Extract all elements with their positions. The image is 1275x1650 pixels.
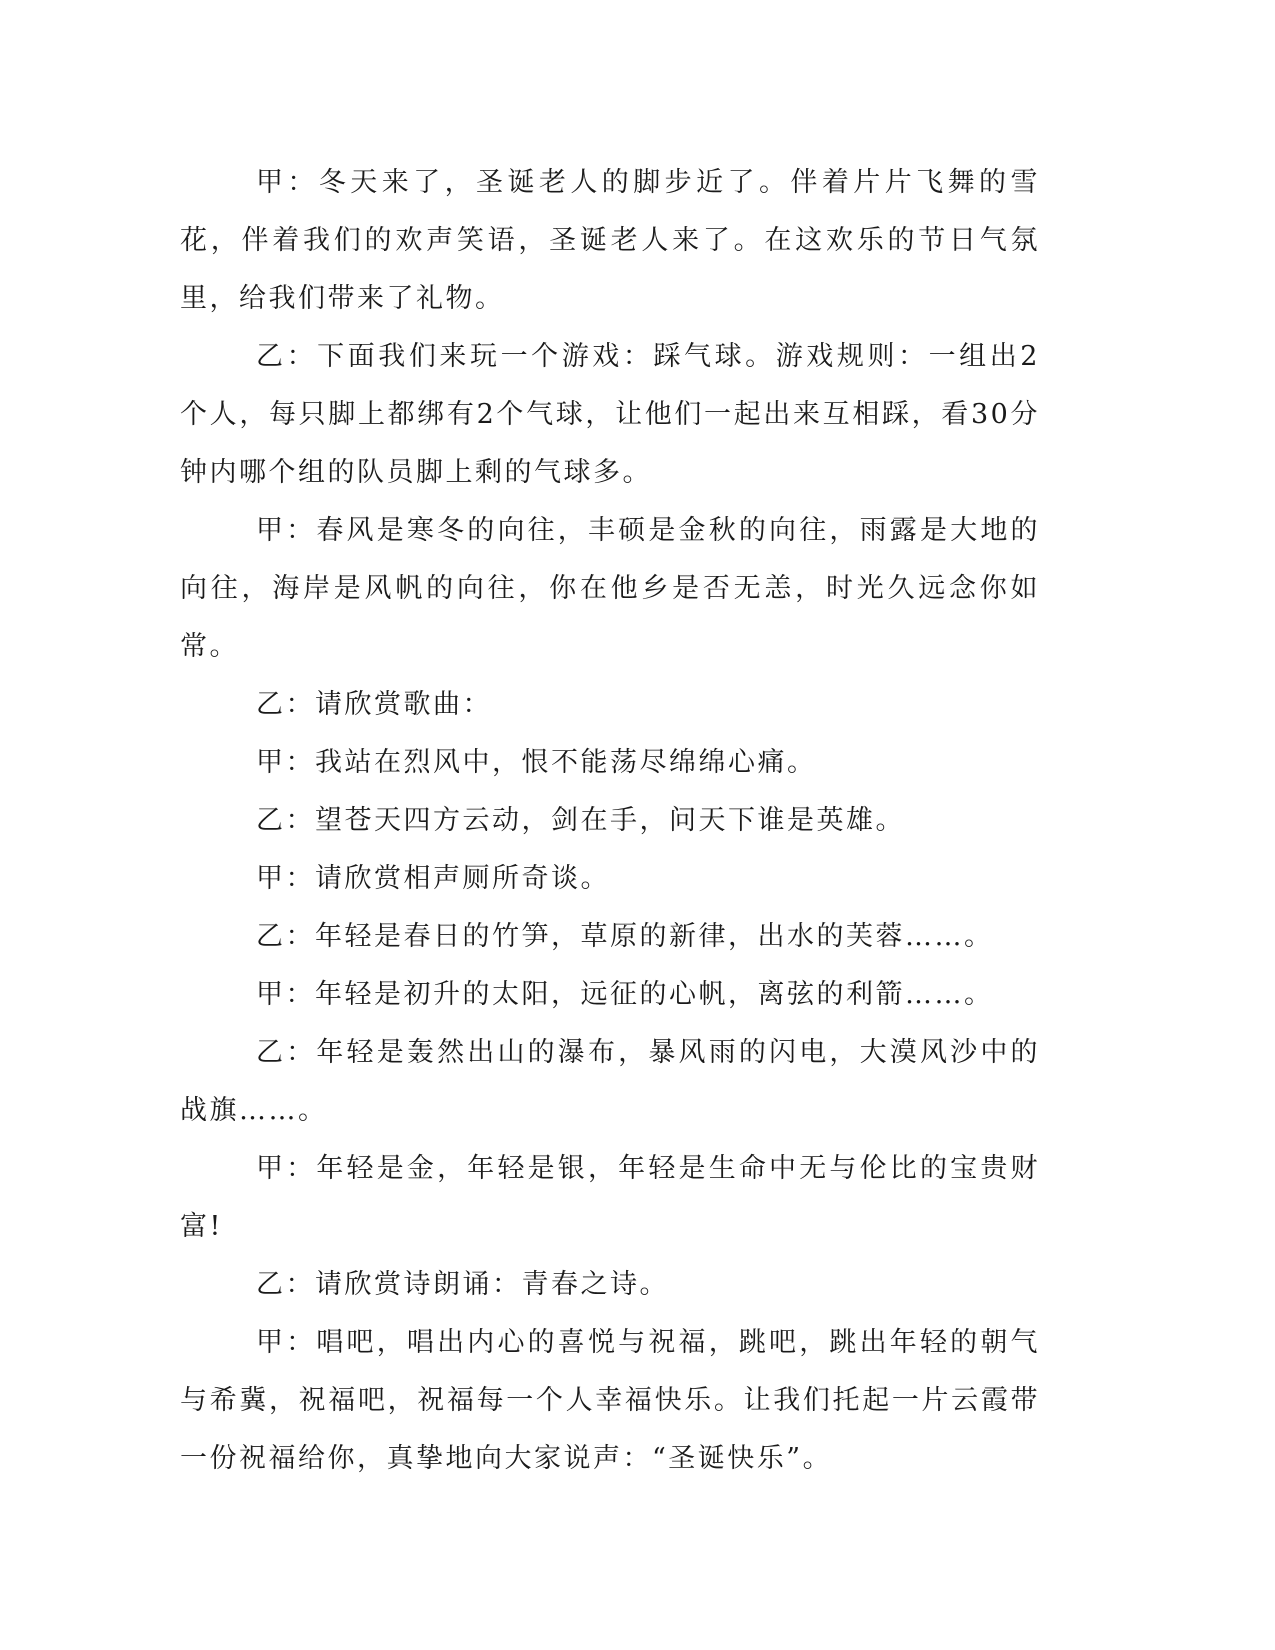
paragraph-6: 乙：望苍天四方云动，剑在手，问天下谁是英雄。 (256, 805, 905, 836)
paragraph-12: 乙：请欣赏诗朗诵：青春之诗。 (256, 1269, 669, 1300)
paragraph-9: 甲：年轻是初升的太阳，远征的心帆，离弦的利箭……。 (256, 979, 994, 1010)
paragraph-10: 乙：年轻是轰然出山的瀑布，暴风雨的闪电，大漠风沙中的战旗……。 (180, 1037, 1040, 1126)
document-body (180, 154, 1040, 1488)
paragraph-5: 甲：我站在烈风中，恨不能荡尽绵绵心痛。 (256, 747, 817, 778)
paragraph-8: 乙：年轻是春日的竹笋，草原的新律，出水的芙蓉……。 (256, 921, 994, 952)
paragraph-2: 乙：下面我们来玩一个游戏：踩气球。游戏规则：一组出2个人，每只脚上都绑有2个气球，让他们一起出来互相踩，看30分钟内哪个组的队员脚上剩的气球多。 (180, 341, 1040, 488)
paragraph-3: 甲：春风是寒冬的向往，丰硕是金秋的向往，雨露是大地的向往，海岸是风帆的向往，你在他乡是否无恙，时光久远念你如常。 (180, 515, 1040, 662)
paragraph-1: 甲：冬天来了，圣诞老人的脚步近了。伴着片片飞舞的雪花，伴着我们的欢声笑语，圣诞老人来了。在这欢乐的节日气氛里，给我们带来了礼物。 (180, 167, 1040, 314)
paragraph-13: 甲：唱吧，唱出内心的喜悦与祝福，跳吧，跳出年轻的朝气与希冀，祝福吧，祝福每一个人幸福快乐。让我们托起一片云霞带一份祝福给你，真挚地向大家说声：“圣诞快乐”。 (180, 1327, 1040, 1474)
paragraph-4: 乙：请欣赏歌曲： (256, 689, 492, 720)
paragraph-11: 甲：年轻是金，年轻是银，年轻是生命中无与伦比的宝贵财富! (180, 1153, 1040, 1242)
paragraph-7: 甲：请欣赏相声厕所奇谈。 (256, 863, 610, 894)
